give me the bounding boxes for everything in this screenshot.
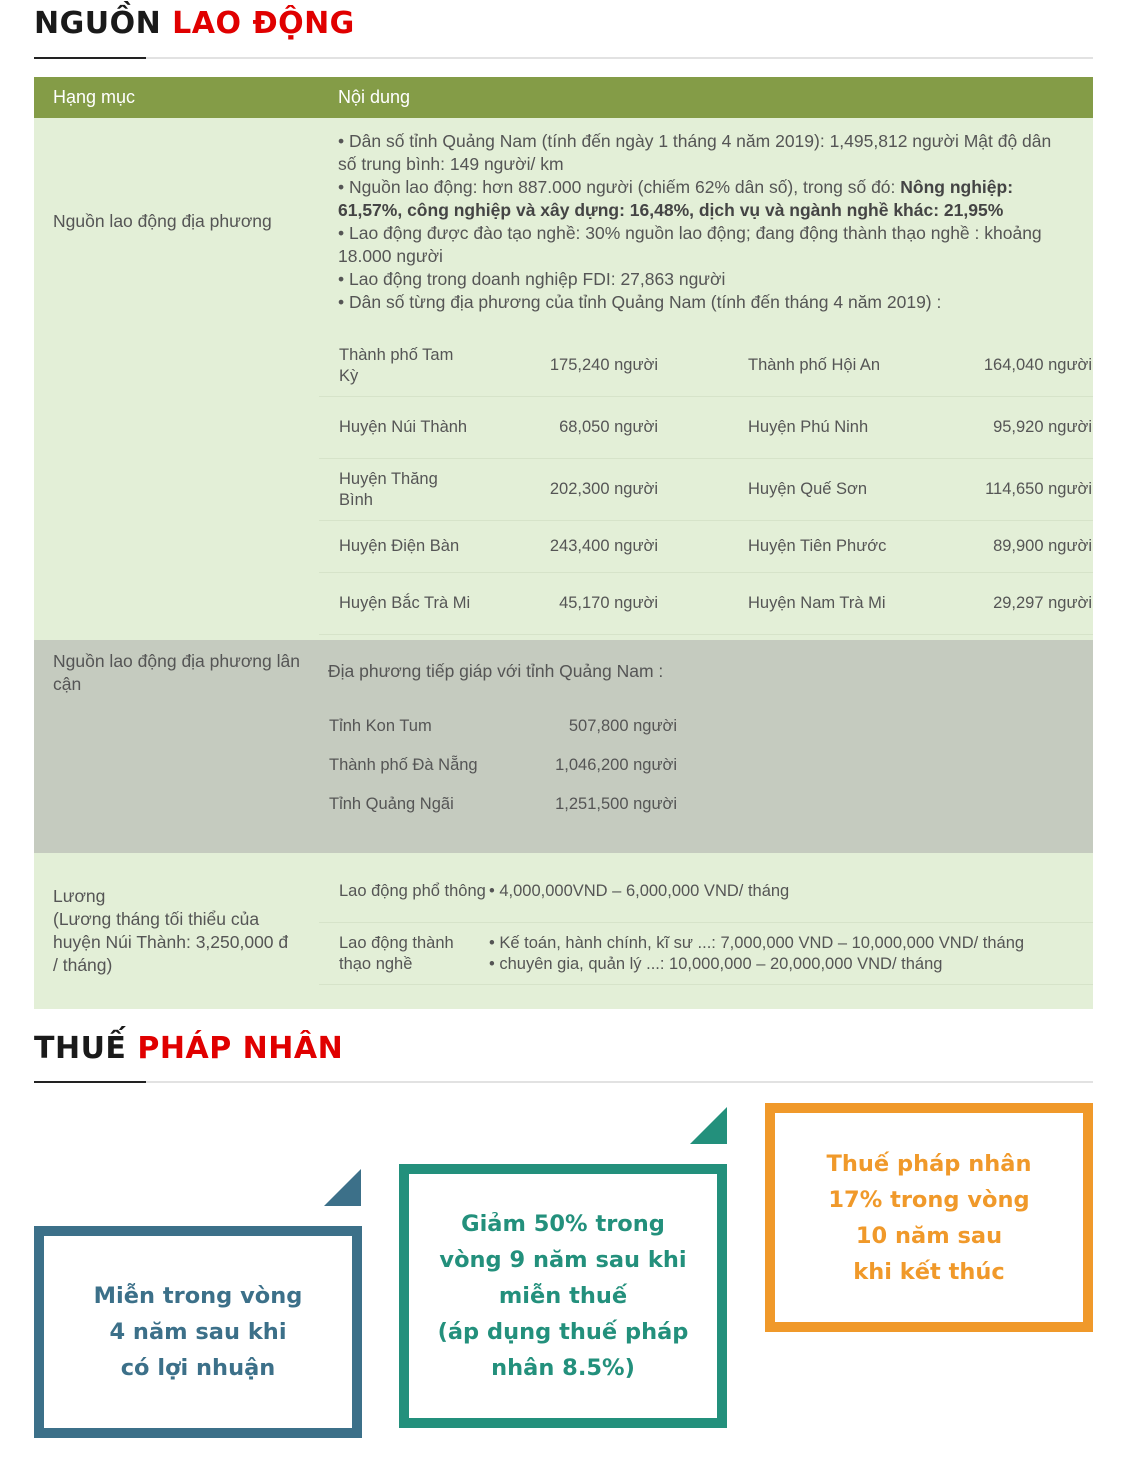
salary-range-line: • 4,000,000VND – 6,000,000 VND/ tháng — [489, 882, 790, 900]
category-salary — [34, 853, 319, 1009]
bullet-labour: • Nguồn lao động: hơn 887.000 người (chiếm 62% dân số), trong số đó: Nông nghiệp: 61,57%, công nghiệp và xây dựng: 16,48%, dịch vụ và ngành nghề khác: 21,95% — [338, 177, 1014, 220]
salary-label: Lương — [53, 886, 106, 906]
tax-box-line: 17% trong vòng — [828, 1186, 1030, 1213]
salary-table — [319, 861, 1093, 985]
table-header-row — [34, 77, 1093, 118]
salary-range-line: • Kế toán, hành chính, kĩ sư ...: 7,000,000 VND – 10,000,000 VND/ tháng — [489, 933, 1025, 952]
table-row — [34, 118, 1093, 325]
corner-triangle-2 — [690, 1107, 727, 1144]
district-name: Huyện Phú Ninh — [747, 397, 957, 459]
salary-range — [488, 923, 1093, 985]
district-population: 95,920 người — [957, 397, 1093, 459]
district-population: 68,050 người — [474, 397, 659, 459]
district-population: 243,400 người — [474, 521, 659, 573]
tax-box-line: vòng 9 năm sau khi — [439, 1247, 687, 1273]
district-row — [319, 459, 1093, 521]
tax-box-line: nhân 8.5%) — [491, 1355, 635, 1381]
labour-section-title — [34, 6, 355, 41]
district-population: 202,300 người — [474, 459, 659, 521]
province-population: 507,800 người — [568, 717, 677, 735]
district-name: Huyện Nam Trà Mi — [747, 573, 957, 635]
corner-triangle-1 — [324, 1169, 361, 1206]
salary-cell — [319, 853, 1093, 1009]
province-name: Thành phố Đà Nẵng — [329, 756, 478, 774]
tax-box-line: 10 năm sau — [855, 1222, 1003, 1249]
district-row — [319, 521, 1093, 573]
title-part1: NGUỒN — [34, 6, 162, 41]
salary-range — [488, 861, 1093, 923]
province-name: Tỉnh Quảng Ngãi — [329, 795, 454, 813]
tax-title-underline — [34, 1081, 1093, 1083]
district-population: 29,297 người — [957, 573, 1093, 635]
salary-minimum: (Lương tháng tối thiểu của huyện Núi Thành: 3,250,000 đ / tháng) — [53, 909, 289, 975]
table-row — [34, 640, 1093, 853]
district-row — [319, 335, 1093, 397]
bullet-fdi: • Lao động trong doanh nghiệp FDI: 27,863 người — [338, 269, 726, 289]
district-name: Thành phố Tam Kỳ — [338, 335, 474, 397]
district-name: Huyện Quế Sơn — [747, 459, 957, 521]
table-row — [34, 325, 1093, 640]
header-content: Nội dung — [319, 77, 1093, 118]
tax-box-reduction — [399, 1164, 727, 1428]
tax-box-rate — [765, 1103, 1093, 1332]
district-name: Huyện Núi Thành — [338, 397, 474, 459]
bullet-district-intro: • Dân số từng địa phương của tỉnh Quảng Nam (tính đến tháng 4 năm 2019) : — [338, 292, 942, 312]
tax-box-line: có lợi nhuận — [120, 1355, 276, 1381]
bullet-labour-bold: Nông nghiệp: 61,57%, công nghiệp và xây dựng: 16,48%, dịch vụ và ngành nghề khác: 21,95% — [338, 177, 1014, 220]
province-population: 1,046,200 người — [555, 756, 677, 774]
local-bullets — [319, 118, 1093, 325]
tax-box-line: khi kết thúc — [853, 1258, 1005, 1285]
tax-box-text — [827, 1146, 1032, 1290]
tax-box-line: 4 năm sau khi — [109, 1319, 287, 1345]
district-name: Huyện Thăng Bình — [338, 459, 474, 521]
district-name: Huyện Tiên Phước — [747, 521, 957, 573]
district-population: 114,650 người — [957, 459, 1093, 521]
title-part2: LAO ĐỘNG — [172, 6, 355, 41]
district-name: Thành phố Hội An — [747, 335, 957, 397]
neighbor-row — [328, 707, 678, 746]
labour-table — [34, 77, 1093, 1009]
salary-range-line: • chuyên gia, quản lý ...: 10,000,000 – 20,000,000 VND/ tháng — [489, 954, 943, 973]
province-name: Tỉnh Kon Tum — [329, 717, 432, 735]
salary-worker-type: Lao động thành thạo nghề — [338, 923, 488, 985]
district-population: 89,900 người — [957, 521, 1093, 573]
neighbor-row — [328, 746, 678, 785]
district-population: 164,040 người — [957, 335, 1093, 397]
district-population-cell — [319, 325, 1093, 640]
salary-row — [319, 923, 1093, 985]
district-population: 45,170 người — [474, 573, 659, 635]
district-population-table — [319, 335, 1093, 635]
province-population: 1,251,500 người — [555, 795, 677, 813]
district-row — [319, 573, 1093, 635]
salary-worker-type: Lao động phổ thông — [338, 861, 488, 923]
district-name: Huyện Bắc Trà Mi — [338, 573, 474, 635]
header-category: Hạng mục — [34, 77, 319, 118]
tax-box-line: Thuế pháp nhân — [826, 1150, 1032, 1177]
salary-row — [319, 861, 1093, 923]
tax-box-line: Giảm 50% trong — [461, 1211, 665, 1237]
category-local: Nguồn lao động địa phương — [53, 211, 272, 231]
district-population: 175,240 người — [474, 335, 659, 397]
tax-box-line: Miễn trong vòng — [93, 1283, 303, 1309]
bullet-population: • Dân số tỉnh Quảng Nam (tính đến ngày 1 tháng 4 năm 2019): 1,495,812 người Mật độ dân số trung bình: 149 người/ km — [338, 131, 1052, 174]
title-underline — [34, 57, 1093, 59]
district-name: Huyện Điện Bàn — [338, 521, 474, 573]
tax-section-title — [34, 1031, 343, 1066]
tax-title-part1: THUẾ — [34, 1031, 127, 1066]
tax-box-line: miễn thuế — [498, 1283, 628, 1309]
neighbor-table — [328, 707, 678, 824]
tax-box-text — [94, 1278, 303, 1386]
neighbor-intro: Địa phương tiếp giáp với tỉnh Quảng Nam : — [328, 661, 664, 681]
neighbor-row — [328, 785, 678, 824]
tax-box-line: (áp dụng thuế pháp — [437, 1319, 689, 1345]
tax-box-text — [438, 1206, 689, 1386]
bullet-trained: • Lao động được đào tạo nghề: 30% nguồn lao động; đang động thành thạo nghề : khoảng 18.000 người — [338, 223, 1042, 266]
tax-box-exemption — [34, 1226, 362, 1438]
neighbor-cell — [319, 640, 1093, 853]
table-row — [34, 853, 1093, 1009]
district-row — [319, 397, 1093, 459]
tax-title-part2: PHÁP NHÂN — [137, 1031, 344, 1066]
category-neighbor: Nguồn lao động địa phương lân cận — [34, 640, 319, 853]
